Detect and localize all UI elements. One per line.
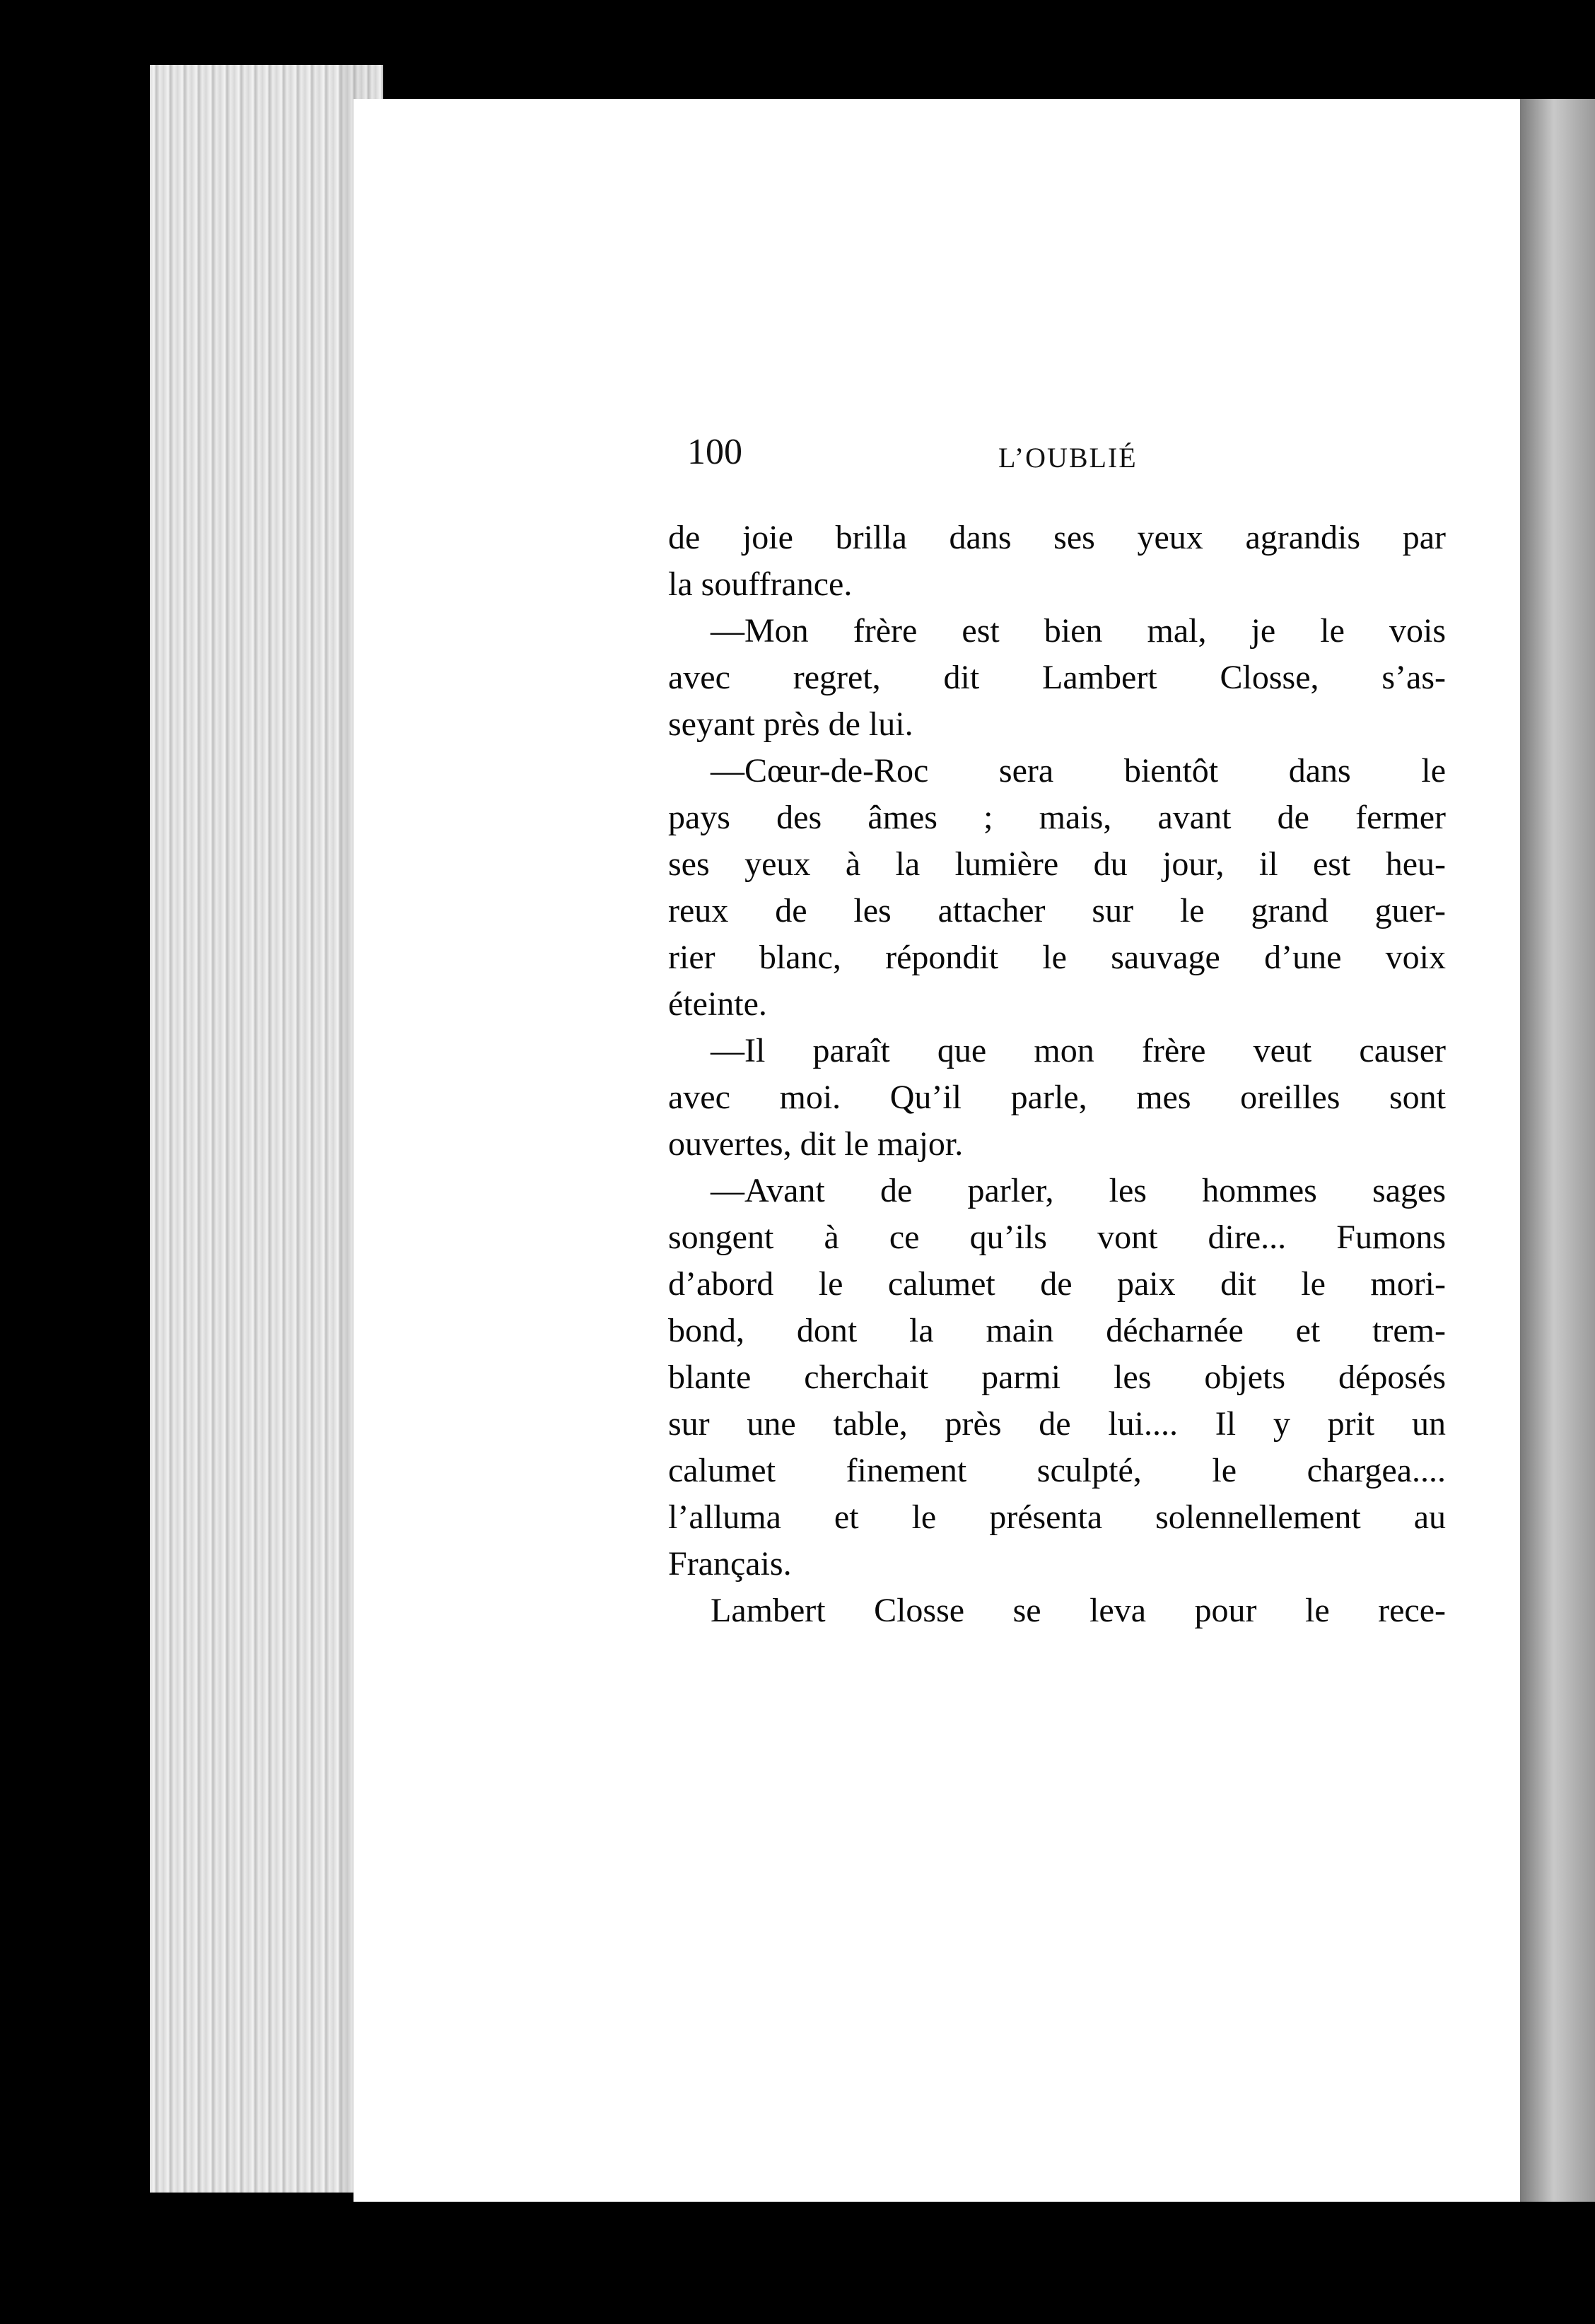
text-line: pays des âmes ; mais, avant de fermer	[668, 799, 1446, 836]
text-line: l’alluma et le présenta solennellement au	[668, 1498, 1446, 1536]
text-line: —Cœur-de-Roc sera bientôt dans le	[711, 752, 1446, 790]
text-line: d’abord le calumet de paix dit le mori-	[668, 1265, 1446, 1303]
running-title: L’OUBLIÉ	[998, 442, 1138, 474]
text-line: ses yeux à la lumière du jour, il est heu-	[668, 845, 1446, 883]
text-line: —Avant de parler, les hommes sages	[711, 1172, 1446, 1209]
text-line: avec moi. Qu’il parle, mes oreilles sont	[668, 1079, 1446, 1116]
text-line: bond, dont la main décharnée et trem-	[668, 1312, 1446, 1349]
text-line: reux de les attacher sur le grand guer-	[668, 892, 1446, 929]
text-line: calumet finement sculpté, le chargea....	[668, 1452, 1446, 1489]
text-line: éteinte.	[668, 985, 767, 1023]
text-line: seyant près de lui.	[668, 705, 913, 743]
text-line: de joie brilla dans ses yeux agrandis par	[668, 519, 1446, 556]
text-line: songent à ce qu’ils vont dire... Fumons	[668, 1219, 1446, 1256]
text-line: Français.	[668, 1545, 792, 1583]
text-line: ouvertes, dit le major.	[668, 1125, 964, 1163]
text-line: Lambert Closse se leva pour le rece-	[711, 1592, 1446, 1629]
page-number: 100	[687, 432, 742, 472]
text-line: blante cherchait parmi les objets déposés	[668, 1358, 1446, 1396]
body-text	[668, 515, 1446, 1634]
page-gutter-shadow	[1520, 99, 1595, 2202]
page-header	[687, 431, 1437, 481]
page-stack-edges	[150, 65, 383, 2193]
text-line: la souffrance.	[668, 565, 853, 603]
text-line: —Mon frère est bien mal, je le vois	[711, 612, 1446, 650]
text-line: avec regret, dit Lambert Closse, s’as-	[668, 659, 1446, 696]
text-line: sur une table, près de lui.... Il y prit un	[668, 1405, 1446, 1443]
text-line: —Il paraît que mon frère veut causer	[711, 1032, 1446, 1069]
text-line: rier blanc, répondit le sauvage d’une voix	[668, 939, 1446, 976]
